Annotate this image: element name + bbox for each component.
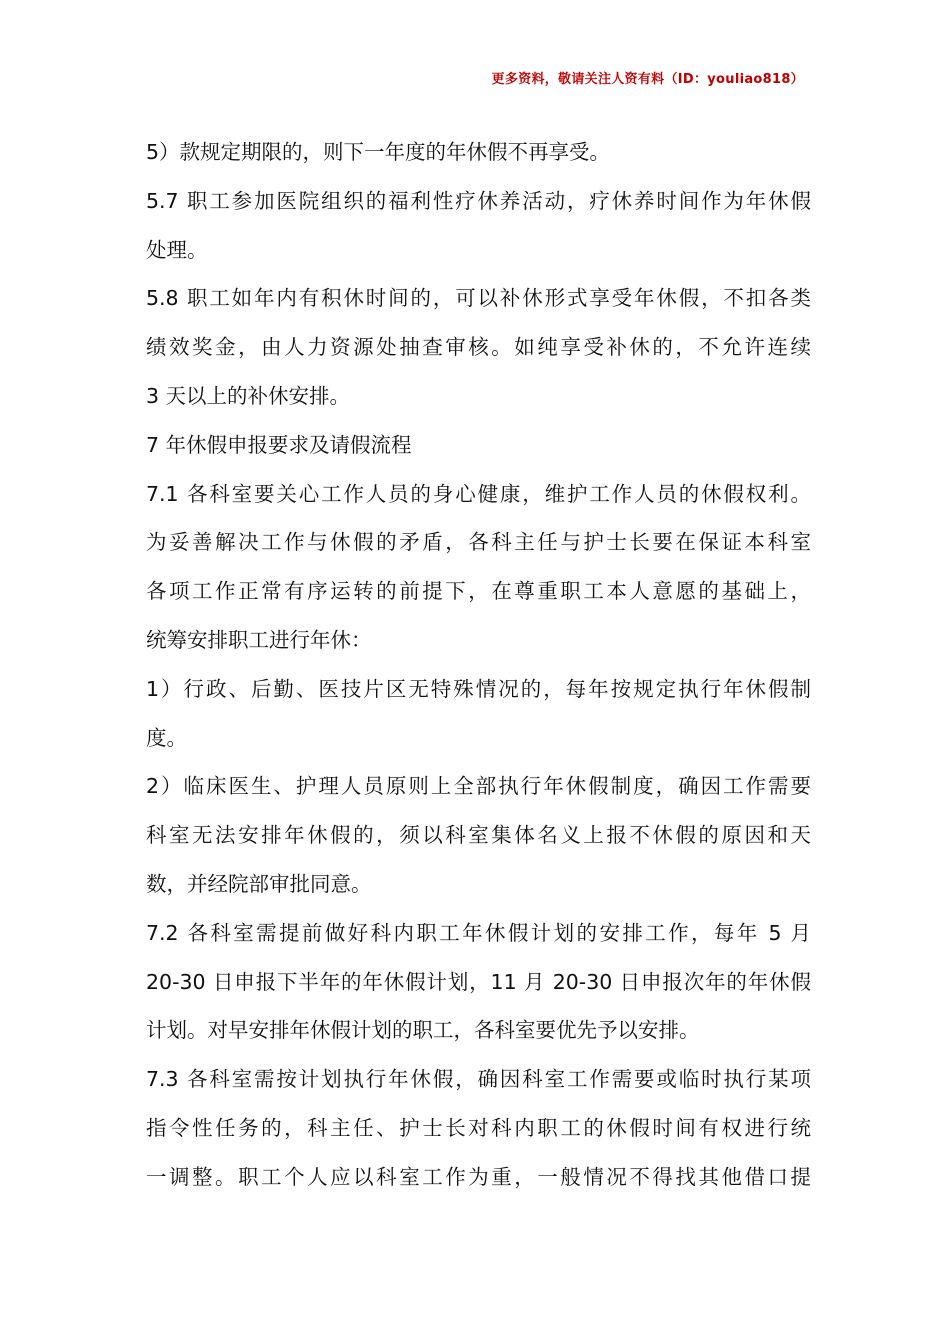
text-line: 2）临床医生、护理人员原则上全部执行年休假制度，确因工作需要 bbox=[146, 774, 811, 799]
text-line: 7.1 各科室要关心工作人员的身心健康，维护工作人员的休假权利。 bbox=[146, 481, 811, 506]
text-line: 计划。对早安排年休假计划的职工，各科室要优先予以安排。 bbox=[146, 1018, 700, 1043]
header-note: 更多资料，敬请关注人资有料（ID：youliao818） bbox=[491, 72, 804, 87]
text-line: 1）行政、后勤、医技片区无特殊情况的，每年按规定执行年休假制 bbox=[146, 676, 811, 701]
text-line: 3 天以上的补休安排。 bbox=[146, 383, 351, 408]
text-line: 为妥善解决工作与休假的矛盾，各科主任与护士长要在保证本科室 bbox=[146, 530, 811, 555]
text-line: 5.8 职工如年内有积休时间的，可以补休形式享受年休假，不扣各类 bbox=[146, 286, 811, 311]
text-line: 20-30 日申报下半年的年休假计划，11 月 20-30 日申报次年的年休假 bbox=[146, 969, 811, 994]
text-line: 指令性任务的，科主任、护士长对科内职工的休假时间有权进行统 bbox=[146, 1115, 811, 1140]
text-line: 统筹安排职工进行年休： bbox=[146, 627, 372, 652]
text-line: 一调整。职工个人应以科室工作为重，一般情况不得找其他借口提 bbox=[146, 1164, 811, 1189]
text-line: 度。 bbox=[146, 725, 187, 750]
section-heading: 7 年休假申报要求及请假流程 bbox=[146, 432, 412, 457]
document-body bbox=[146, 128, 811, 1202]
text-line: 5.7 职工参加医院组织的福利性疗休养活动，疗休养时间作为年休假 bbox=[146, 188, 811, 213]
text-line: 各项工作正常有序运转的前提下，在尊重职工本人意愿的基础上， bbox=[146, 579, 811, 604]
text-line: 处理。 bbox=[146, 237, 208, 262]
text-line: 7.2 各科室需提前做好科内职工年休假计划的安排工作，每年 5 月 bbox=[146, 920, 811, 945]
text-line: 7.3 各科室需按计划执行年休假，确因科室工作需要或临时执行某项 bbox=[146, 1067, 811, 1092]
text-line: 5）款规定期限的，则下一年度的年休假不再享受。 bbox=[146, 140, 611, 164]
text-line: 科室无法安排年休假的，须以科室集体名义上报不休假的原因和天 bbox=[146, 823, 811, 848]
text-line: 数，并经院部审批同意。 bbox=[146, 871, 372, 896]
text-line: 绩效奖金，由人力资源处抽查审核。如纯享受补休的，不允许连续 bbox=[146, 335, 811, 360]
